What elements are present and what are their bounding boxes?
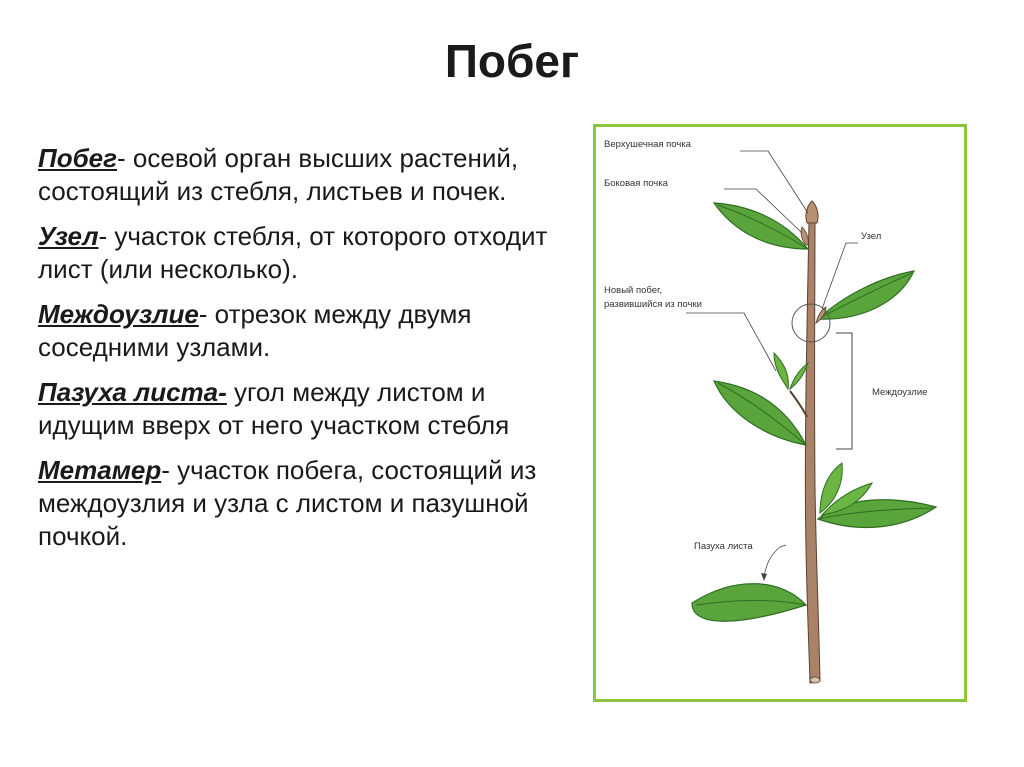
new-shoot-leaf — [774, 353, 788, 389]
leaf — [714, 203, 808, 249]
definition-internode — [38, 298, 578, 364]
definition-term: Пазуха листа- — [38, 377, 227, 408]
definition-shoot — [38, 142, 578, 208]
definitions-list — [38, 142, 578, 565]
definition-text: - участок стебля, от которого отходит лист (или несколько). — [38, 221, 548, 285]
definition-term: Метамер — [38, 455, 162, 486]
definition-term: Узел — [38, 221, 99, 252]
internode-bracket — [836, 333, 852, 449]
definition-text: - отрезок между двумя соседними узлами. — [38, 299, 472, 363]
definition-leaf-axil — [38, 376, 578, 442]
label-apical-bud: Верхушечная почка — [604, 139, 691, 150]
new-shoot-leaf — [790, 363, 808, 389]
definition-node — [38, 220, 578, 286]
definition-term: Междоузлие — [38, 299, 199, 330]
leaf — [714, 381, 806, 445]
definition-text: угол между листом и идущим вверх от него участком стебля — [38, 377, 510, 441]
label-new-shoot-line1: Новый побег, — [604, 285, 662, 296]
stem — [805, 221, 820, 683]
label-node: Узел — [861, 231, 882, 242]
slide-title: Побег — [444, 35, 580, 87]
shoot-diagram — [596, 127, 964, 699]
label-leaf-axil: Пазуха листа — [694, 541, 753, 552]
label-new-shoot-line2: развившийся из почки — [604, 299, 702, 310]
definition-term: Побег — [38, 143, 118, 173]
stem-cut — [810, 677, 820, 683]
label-lateral-bud: Боковая почка — [604, 178, 668, 189]
label-internode: Междоузлие — [872, 387, 928, 398]
definition-text: - участок побега, состоящий из междоузлия и узла с листом и пазушной почкой. — [38, 455, 537, 552]
definition-text: - осевой орган высших растений, состоящий из стебля, листьев и почек. — [38, 143, 519, 207]
shoot-diagram-panel — [593, 124, 967, 702]
definition-metamer — [38, 454, 578, 553]
